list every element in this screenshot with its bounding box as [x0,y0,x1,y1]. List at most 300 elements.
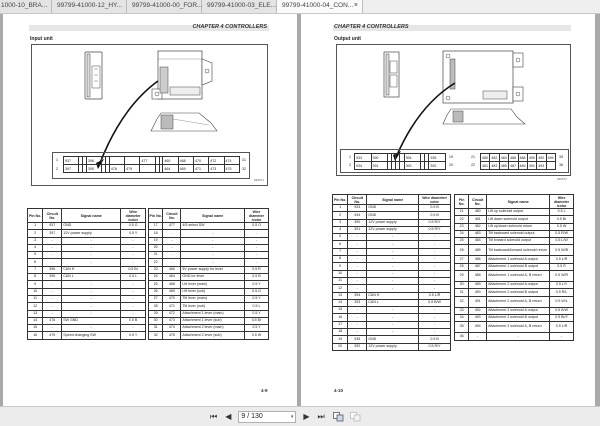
table-row [28,288,146,295]
pin-number: 18 [149,230,163,237]
pin-number: 34 [455,314,469,321]
table-row [149,310,269,317]
header-wire: Wire diameter /color [121,209,146,223]
pin-cell: 397 [64,165,79,173]
circuit-number: 460 [163,266,181,273]
wire-spec: - [419,307,451,314]
pin-number: 19 [149,237,163,244]
table-row [149,223,269,230]
table-row [28,266,146,273]
signal-name: Tilt lever (main) [181,295,245,302]
pin-cell: 468 [178,157,193,165]
row-end-number: 36 [559,163,563,167]
chapter-header-bar [29,25,269,31]
pin-number: 5 [333,234,348,241]
next-page-button[interactable]: ▶ [303,412,310,421]
table-row [28,310,146,317]
wire-spec: - [121,244,146,251]
pin-cell: 396 [86,157,101,165]
pin-number: 6 [333,241,348,248]
pin-number: 2 [333,212,348,219]
table-header-row [455,195,574,209]
table-row [333,219,451,226]
row-number: 1 [56,158,58,162]
pin-number: 31 [455,289,469,296]
wire-spec: 0.5 Y [121,332,146,339]
pin-cell: 479 [125,165,140,173]
pin-cell: 473 [209,165,224,173]
circuit-number: - [348,285,367,292]
pin-cell: 493 [538,163,545,168]
wire-spec: 0.5 O [244,223,268,230]
pin-number: 24 [149,274,163,281]
pin-cell: 476 [109,165,124,173]
pin-cell [140,165,155,173]
pin-cell: 494 [547,155,554,160]
circuit-number: 487 [469,263,487,270]
circuit-number: 479 [43,332,62,339]
previous-page-button[interactable]: ◀ [225,412,232,421]
pin-number: 1 [333,205,348,212]
tab-document-5-active[interactable] [277,0,363,13]
header-circuit: Circuit No. [469,195,487,209]
header-pin: Pin No. [28,209,43,223]
table-row [28,274,146,281]
circuit-number: 473 [163,317,181,324]
signal-name: - [367,321,419,328]
table-row [149,237,269,244]
output-unit-figure [336,44,571,181]
circuit-number: 476 [43,317,62,324]
connector-grid-right [480,153,556,170]
pin-number: 12 [333,285,348,292]
header-pin: Pin No. [333,195,348,205]
tab-document-4[interactable]: 99799-41000-03_ELE... [202,0,277,13]
chevron-down-icon[interactable]: ▾ [290,413,294,420]
table-row [333,270,451,277]
pin-number: 19 [333,336,348,343]
circuit-number: - [43,325,62,332]
document-viewer[interactable] [0,14,600,406]
wire-spec: - [419,256,451,263]
pin-cell: 489 [519,163,526,168]
circuit-number: - [348,277,367,284]
signal-name: - [62,295,121,302]
signal-name: SW GND [62,317,121,324]
wire-spec: - [419,285,451,292]
table-row [455,271,574,282]
pin-cell: 485 [500,163,507,168]
pin-number: 11 [333,277,348,284]
chapter-title: CHAPTER 4 CONTROLLERS [334,24,409,30]
circuit-number: 935 [348,336,367,343]
table-row [149,274,269,281]
wire-spec: - [419,321,451,328]
pin-number: 27 [455,256,469,263]
pin-number: 14 [333,299,348,306]
signal-name: Lift lever (sub) [181,288,245,295]
circuit-number: 492 [469,307,487,314]
circuit-number: 394 [348,292,367,299]
circuit-number: 491 [469,296,487,307]
connector-grid-left [354,153,446,170]
row-end-number: 31 [242,158,246,162]
signal-name: 5V power supply for lever [181,266,245,273]
first-page-button[interactable]: ⏮ [210,411,218,421]
signal-name: Attachment 1 solenoid B output [487,263,550,270]
single-page-view-icon[interactable] [350,412,361,422]
circuit-number: 937 [43,223,62,230]
circuit-number: 480 [469,209,487,216]
pin-cell: 391 [371,162,388,170]
pin-number: 9 [333,263,348,270]
pin-cell: 471 [193,165,208,173]
table-row [28,223,146,230]
pin-number: 21 [149,252,163,259]
signal-name: Tilt backward/forward solenoid return [487,245,550,256]
signal-name: - [367,277,419,284]
wire-spec: 0.5 W [550,223,574,230]
wire-spec: - [244,230,268,237]
pin-number: 22 [455,216,469,223]
wire-spec: - [121,325,146,332]
row-end-number: 20 [449,163,453,167]
pin-cell: 469 [178,165,193,173]
signal-name: GND [367,205,419,212]
signal-name: Attachment 3 solenoid B output [487,314,550,321]
pin-number: 35 [455,322,469,333]
circuit-number: 397 [43,230,62,237]
circuit-number: 482 [469,223,487,230]
wire-spec: 0.5 Y [244,281,268,288]
page-number: 4-9 [261,388,268,393]
signal-name: Attachment 1 solenoid A output [487,256,550,263]
table-header-row [149,209,269,223]
chapter-header-bar [333,25,571,31]
circuit-number: 486 [469,256,487,263]
signal-name: - [181,259,245,266]
pin-number: 13 [28,310,43,317]
table-row [455,289,574,296]
row-number: 1 [349,155,351,159]
tab-document-3[interactable]: 99799-41000-00_FOR... [127,0,202,13]
table-row [333,321,451,328]
table-row [455,307,574,314]
wire-spec: 0.5 B [244,274,268,281]
wire-spec: 0.5 Br [550,216,574,223]
circuit-number: - [43,252,62,259]
pin-cell: 477 [140,157,155,165]
pin-number: 32 [455,296,469,307]
header-circuit: Circuit No. [43,209,62,223]
pin-number: 16 [28,332,43,339]
circuit-number: - [348,256,367,263]
last-page-button[interactable]: ⏭ [317,411,325,421]
table-row [149,303,269,310]
tab-document-1[interactable]: 1000-10_BRA... [0,0,52,13]
two-page-view-icon[interactable] [333,412,344,422]
wire-spec: 0.5 Y [121,230,146,237]
table-row [149,281,269,288]
pin-number: 24 [455,230,469,237]
table-row [28,244,146,251]
wire-spec: 0.5 Y [244,310,268,317]
pin-cell: 474 [224,157,239,165]
wire-spec: - [244,259,268,266]
pin-number: 17 [149,223,163,230]
wire-spec: 0.5 L [244,303,268,310]
wire-spec: 0.5 B/W [419,299,451,306]
circuit-number: 488 [469,271,487,282]
wire-spec: 0.5 Br [121,266,146,273]
unit-title: Output unit [334,36,361,42]
circuit-number: 493 [469,314,487,321]
pin-number: 23 [455,223,469,230]
wire-spec: - [244,252,268,259]
wire-spec: - [419,329,451,336]
wire-spec: 0.5 W/L [550,296,574,307]
header-wire: Wire diameter /color [550,195,574,209]
signal-name: Speed changing SW [62,332,121,339]
header-signal: Signal name [181,209,245,223]
circuit-number: 934 [348,212,367,219]
header-circuit: Circuit No. [348,195,367,205]
output-pin-table-21-36 [454,194,574,341]
wire-spec: - [419,241,451,248]
table-row [149,266,269,273]
close-tab-icon[interactable]: × [353,2,358,9]
table-row [333,343,451,350]
pin-number: 23 [149,266,163,273]
wire-spec: 0.5 L/R [550,256,574,263]
pin-number: 13 [333,292,348,299]
wire-spec: - [121,288,146,295]
pin-number: 10 [28,288,43,295]
wire-spec: 0.5 B [419,336,451,343]
signal-name: GND for lever [181,274,245,281]
circuit-number: - [348,248,367,255]
signal-name: Lift lever (main) [181,281,245,288]
wire-spec: 0.5 W/B [550,245,574,256]
page-number-input[interactable] [238,411,296,423]
wire-spec: 0.5 L/W [550,238,574,245]
signal-name: - [62,252,121,259]
pin-number: 26 [455,245,469,256]
signal-name: - [62,288,121,295]
table-row [333,336,451,343]
wire-spec: - [121,310,146,317]
wire-spec: 0.5 R/Y [419,219,451,226]
circuit-number: 468 [163,281,181,288]
table-row [333,226,451,233]
circuit-number: - [163,244,181,251]
circuit-number: - [163,237,181,244]
signal-name: Attachment 3 solenoid A, B return [487,322,550,333]
signal-name: Attachment 1 lever (sub) [181,317,245,324]
signal-name: Attachment 2 solenoid A, B return [487,296,550,307]
pin-cell: 934 [355,162,372,170]
header-circuit: Circuit No. [163,209,181,223]
pin-number: 30 [455,282,469,289]
circuit-number: - [43,237,62,244]
tab-document-2[interactable]: 99799-41000-12_HY... [52,0,127,13]
pin-cell: 488 [519,155,526,160]
table-row [333,299,451,306]
table-row [333,285,451,292]
signal-name: - [367,285,419,292]
header-wire: Wire diameter/ color [419,195,451,205]
wire-spec: 0.5 W [244,332,268,339]
header-signal: Signal name [487,195,550,209]
row-number: 2 [56,167,58,171]
table-row [28,252,146,259]
pin-cell: 933 [355,154,372,162]
wire-spec: - [121,281,146,288]
circuit-number: 483 [469,230,487,237]
table-header-row [28,209,146,223]
signal-name: - [367,270,419,277]
pin-cell: 395 [86,165,101,173]
circuit-number: 464 [163,274,181,281]
pin-number: 32 [149,332,163,339]
table-header-row [333,195,451,205]
output-connector-pinout [340,149,569,173]
page-4-9 [3,14,297,406]
signal-name: GND [367,336,419,343]
table-row [455,322,574,333]
pin-cell [546,162,555,170]
table-row [149,230,269,237]
wire-spec: 0.5 R/Y [419,226,451,233]
wire-spec: 0.5 W/R [550,271,574,282]
pin-cell: 492 [538,155,545,160]
table-row [28,295,146,302]
signal-name: Attachment 1 solenoid A, B return [487,271,550,282]
page-navigation-bar [0,406,600,426]
table-row [333,256,451,263]
circuit-number: 390 [348,219,367,226]
page-number: 4-10 [334,388,344,393]
circuit-number: 472 [163,310,181,317]
signal-name: Attachment 2 solenoid A output [487,282,550,289]
wire-spec: 0.5 R/Y [419,343,451,350]
circuit-number: 393 [348,299,367,306]
pin-number: 28 [149,303,163,310]
pin-number: 15 [333,307,348,314]
pin-number: 29 [455,271,469,282]
circuit-number: 470 [163,295,181,302]
pin-cell [125,157,140,165]
wire-spec: 0.5 R [244,266,268,273]
circuit-number: 494 [469,322,487,333]
table-row [333,277,451,284]
table-row [455,282,574,289]
tab-bar [0,0,600,14]
pin-number: 12 [28,303,43,310]
signal-name: - [367,234,419,241]
table-row [333,307,451,314]
pin-number: 5 [28,252,43,259]
pin-number: 22 [149,259,163,266]
row-end-number: 19 [449,155,453,159]
table-row [28,325,146,332]
pin-cell: 490 [528,155,535,160]
table-row [333,241,451,248]
pin-number: 15 [28,325,43,332]
signal-name: - [367,248,419,255]
circuit-number: 481 [469,216,487,223]
table-row [149,325,269,332]
pin-cell: 472 [209,157,224,165]
pin-cell: 487 [510,163,517,168]
pin-cell: 464 [163,165,178,173]
signal-name: Lift up/down solenoid return [487,223,550,230]
signal-name: Attachment 2 solenoid B output [487,289,550,296]
circuit-number: 489 [469,282,487,289]
table-row [28,237,146,244]
signal-name: GND [62,223,121,230]
signal-name: GND [367,212,419,219]
circuit-number: - [348,263,367,270]
signal-name: - [62,244,121,251]
pin-number: 17 [333,321,348,328]
connector-grid [63,156,240,173]
pin-number: 1 [28,223,43,230]
figure-id: 990572 [556,177,567,181]
table-row [333,329,451,336]
circuit-number: - [43,288,62,295]
pin-cell: 460 [163,157,178,165]
signal-name: Tilt lever (sub) [181,303,245,310]
page-number-value: 9 / 130 [241,412,263,420]
signal-name: - [181,252,245,259]
table-row [28,303,146,310]
signal-name: CAN H [62,266,121,273]
circuit-number: - [348,329,367,336]
pin-number: 20 [333,343,348,350]
pin-cell: 486 [510,155,517,160]
circuit-number: 392 [348,343,367,350]
circuit-number: - [43,310,62,317]
wire-spec: 0.5 B [419,205,451,212]
input-pin-table-1-16 [27,208,146,340]
wire-spec: - [419,234,451,241]
circuit-number: 474 [163,325,181,332]
wire-spec: - [244,237,268,244]
pin-number: 33 [455,307,469,314]
header-pin: Pin No. [149,209,163,223]
signal-name: 12V power supply [367,226,419,233]
table-row [333,212,451,219]
wire-spec: 0.5 G [244,288,268,295]
pin-number: 3 [28,237,43,244]
wire-spec: - [121,295,146,302]
wire-spec: 0.5 R [550,263,574,270]
table-row [28,317,146,324]
pin-cell: 482 [491,155,498,160]
pin-number: 21 [455,209,469,216]
pin-cell: 470 [193,157,208,165]
circuit-number: - [43,295,62,302]
pin-cell: 491 [528,163,535,168]
unit-title: Input unit [30,36,53,42]
wire-spec: - [550,333,574,340]
wire-spec: - [419,248,451,255]
pin-cell: 390 [371,154,388,162]
signal-name: 12V power supply [367,219,419,226]
wire-spec: - [419,263,451,270]
table-row [455,209,574,216]
